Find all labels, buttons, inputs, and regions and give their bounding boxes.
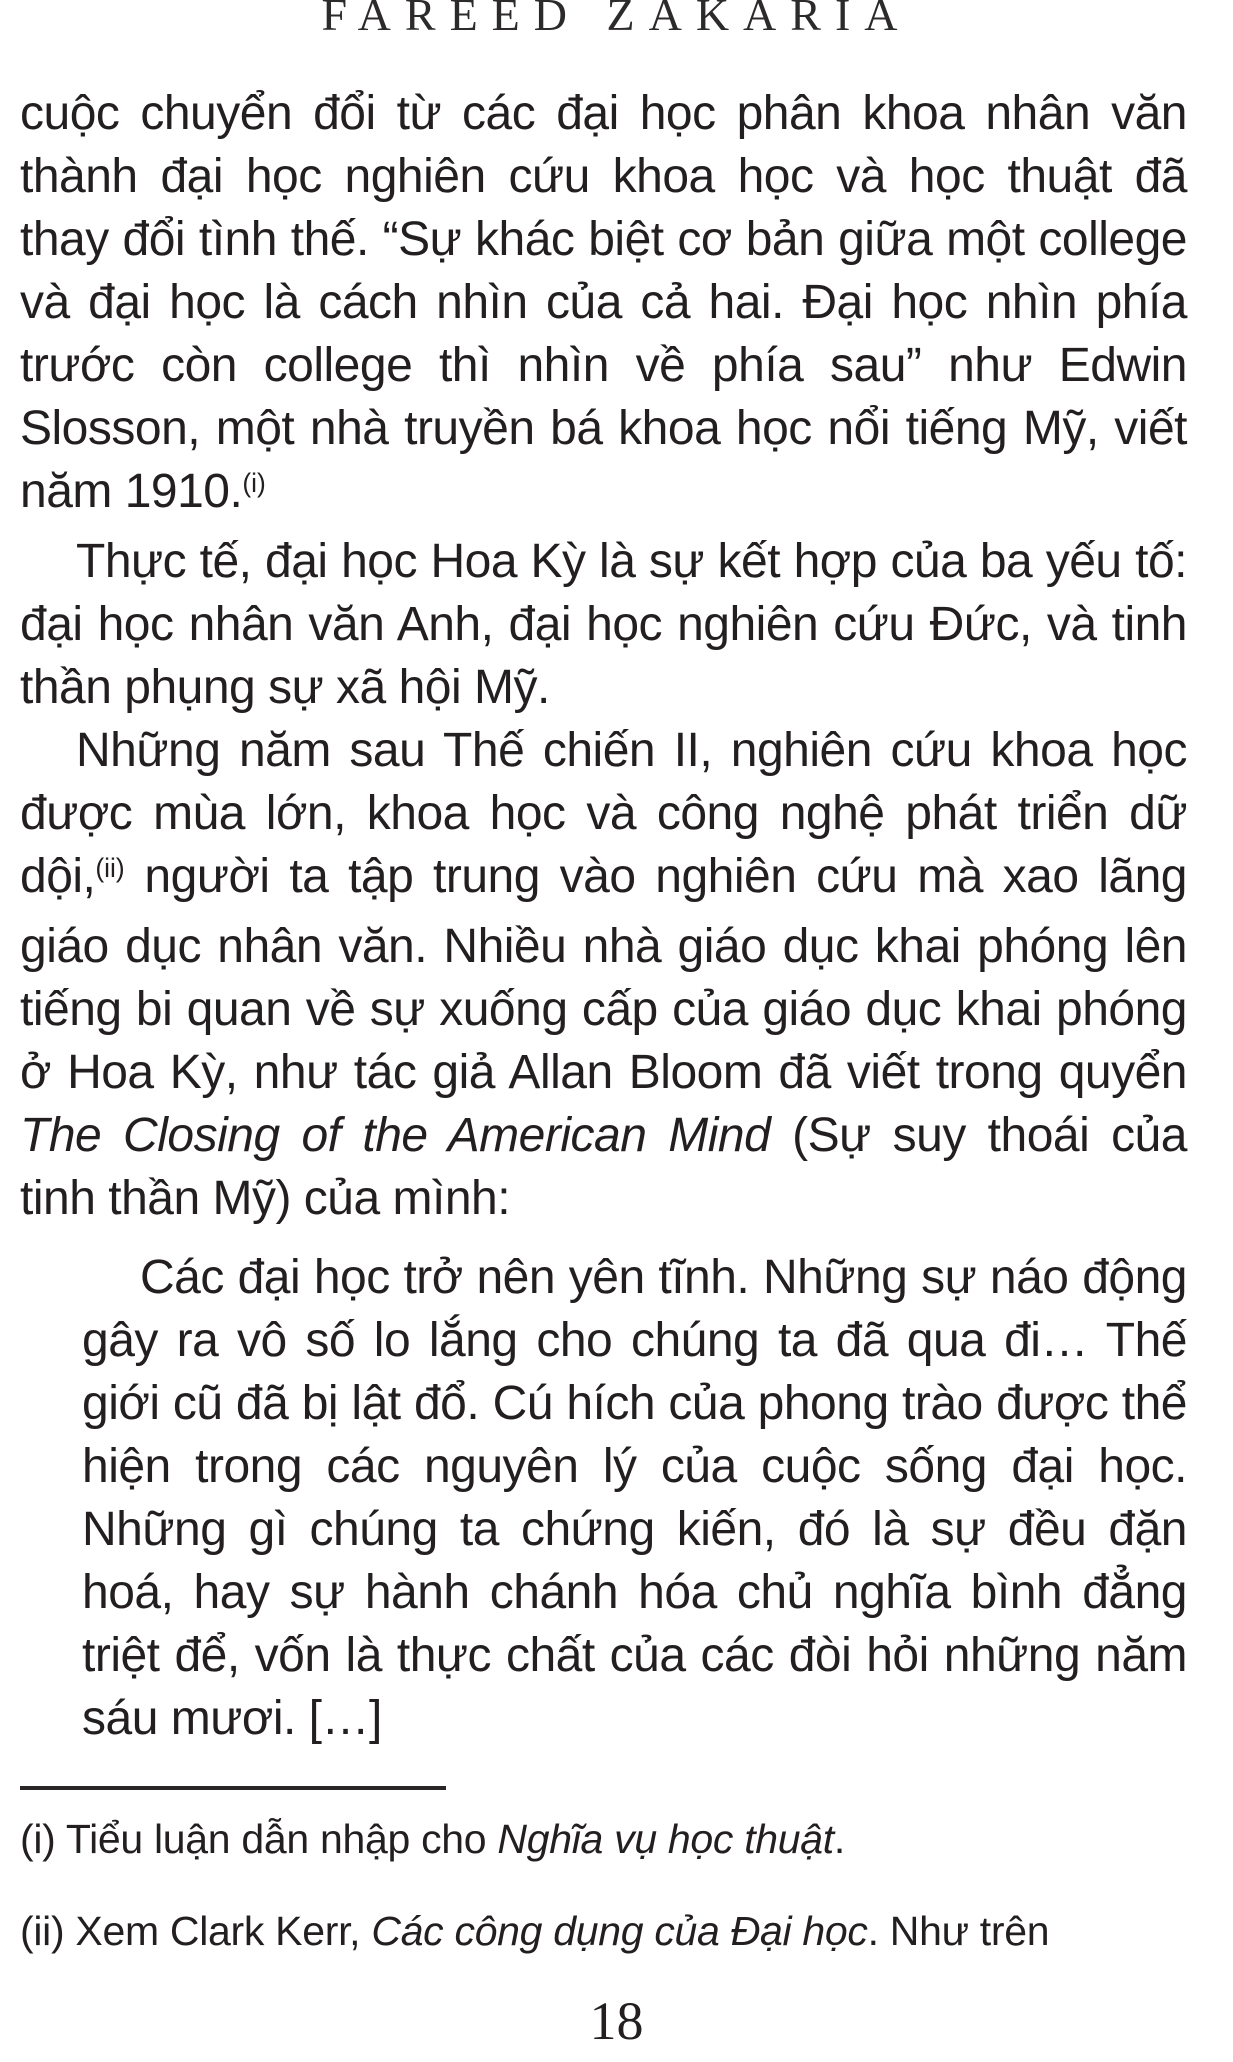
blockquote <box>82 1246 1187 1750</box>
footnote-marker: (ii) <box>95 853 125 884</box>
text-run: Những năm sau Thế chiến II, nghiên cứu khoa học được mùa lớn, khoa học và công nghệ phát triển dữ dội, <box>20 724 1187 903</box>
text-run: người ta tập trung vào nghiên cứu mà xao lãng giáo dục nhân văn. Nhiều nhà giáo dục khai phóng lên tiếng bi quan về sự xuống cấp của giáo dục khai phóng ở Hoa Kỳ, như tác giả Allan Bloom đã viết trong quyển <box>20 850 1187 1099</box>
page-number: 18 <box>589 1991 644 2051</box>
main-text-block <box>20 82 1187 1750</box>
text-run: . Như trên <box>867 1908 1050 1954</box>
italic-title: Các công dụng của Đại học <box>371 1908 868 1954</box>
paragraph <box>20 719 1187 1230</box>
running-head <box>0 0 1233 44</box>
paragraph <box>20 530 1187 719</box>
text-run: cuộc chuyển đổi từ các đại học phân khoa nhân văn thành đại học nghiên cứu khoa học và học thuật đã thay đổi tình thế. “Sự khác biệt cơ bản giữa một college và đại học là cách nhìn của cả hai. Đại học nhìn phía trước còn college thì nhìn về phía sau” như Edwin Slosson, một nhà truyền bá khoa học nổi tiếng Mỹ, viết năm 1910. <box>20 87 1187 518</box>
text-run: (ii) Xem Clark Kerr, <box>20 1908 372 1954</box>
footnote-separator <box>20 1786 446 1790</box>
author-name: FAREED ZAKARIA <box>321 0 912 40</box>
text-run: (i) Tiểu luận dẫn nhập cho <box>20 1816 498 1862</box>
footnote-i <box>20 1812 1187 1866</box>
paragraph-continuation <box>20 82 1187 530</box>
footnotes <box>20 1812 1187 1996</box>
text-run: Các đại học trở nên yên tĩnh. Những sự náo động gây ra vô số lo lắng cho chúng ta đã qua đi… Thế giới cũ đã bị lật đổ. Cú hích của phong trào được thể hiện trong các nguyên lý của cuộc sống đại học. Những gì chúng ta chứng kiến, đó là sự đều đặn hoá, hay sự hành chánh hóa chủ nghĩa bình đẳng triệt để, vốn là thực chất của các đòi hỏi những năm sáu mươi. […] <box>82 1251 1187 1745</box>
text-run: (Sự suy thoái của tinh thần Mỹ) của mình: <box>20 1109 1188 1225</box>
footnote-marker: (i) <box>242 468 266 499</box>
italic-title: The Closing of the American Mind <box>20 1109 771 1162</box>
text-run: . <box>833 1816 845 1862</box>
text-run: Thực tế, đại học Hoa Kỳ là sự kết hợp của ba yếu tố: đại học nhân văn Anh, đại học nghiên cứu Đức, và tinh thần phụng sự xã hội Mỹ. <box>20 535 1187 714</box>
footnote-ii <box>20 1904 1187 1958</box>
italic-title: Nghĩa vụ học thuật <box>497 1816 834 1862</box>
